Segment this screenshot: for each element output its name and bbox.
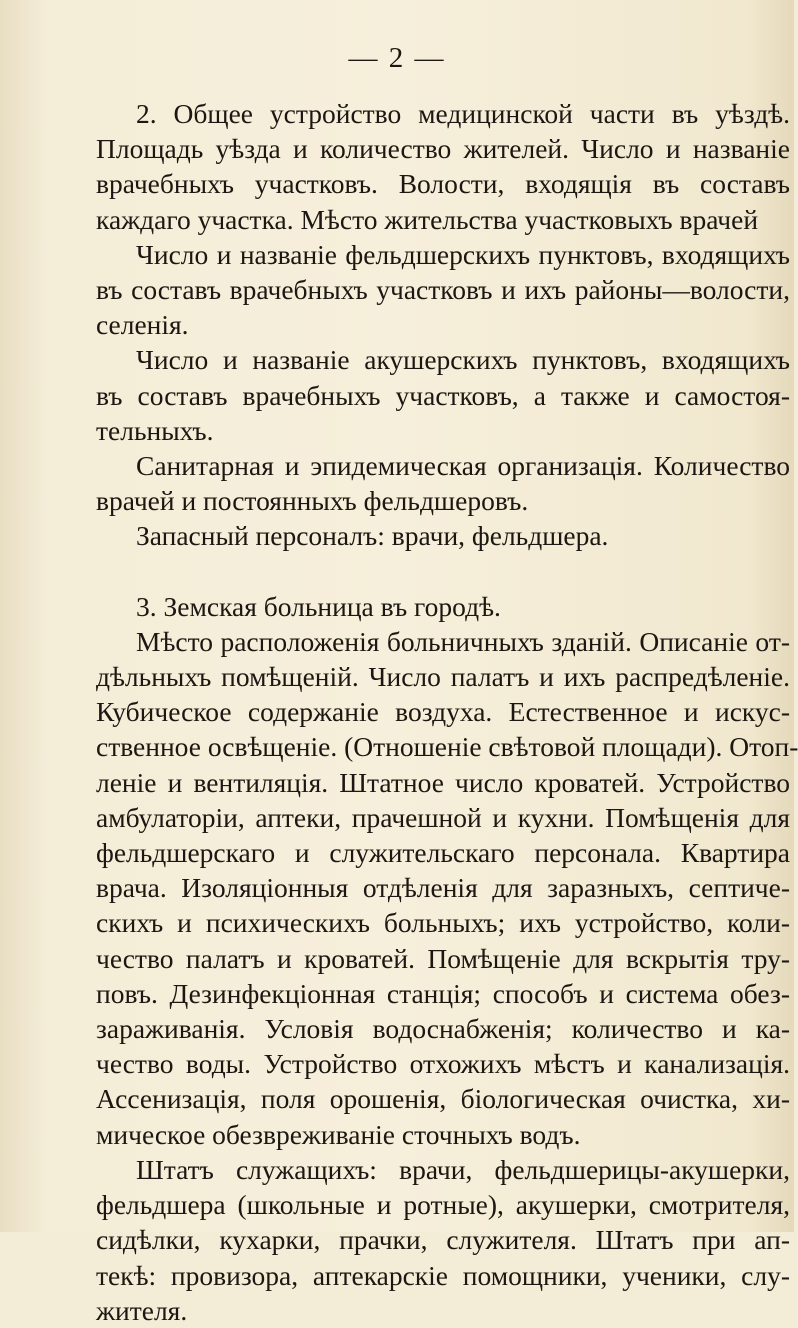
text-line: скихъ и психическихъ больныхъ; ихъ устройство, коли- [96, 907, 790, 939]
text-line: сидѣлки, кухарки, прачки, служителя. Штатъ при ап- [96, 1224, 790, 1256]
text-line: 2. Общее устройство медицинской части въ уѣздѣ. [136, 98, 790, 129]
text-line: чество палатъ и кроватей. Помѣщеніе для вскрытія тру- [96, 942, 790, 974]
paragraph [96, 96, 790, 237]
text-line: жителя. [96, 1294, 188, 1326]
text-line: Ассенизація, поля орошенія, біологическая очистка, хи- [96, 1083, 790, 1115]
text-line: каждаго участка. Мѣсто жительства участковыхъ врачей [96, 203, 759, 235]
text-line: Запасный персоналъ: врачи, фельдшера. [136, 520, 609, 552]
text-line: зараживанія. Условія водоснабженія; количество и ка- [96, 1013, 790, 1045]
text-line: леніе и вентиляція. Штатное число кроватей. Устройство [96, 766, 790, 798]
text-line: врача. Изоляціонныя отдѣленія для заразныхъ, септиче- [96, 872, 790, 904]
text-line: ственное освѣщеніе. (Отношеніе свѣтовой площади). Отоп- [96, 731, 798, 763]
text-line: Санитарная и эпидемическая организація. Количество [136, 450, 790, 482]
text-line: врачебныхъ участковъ. Волости, входящія въ составъ [96, 168, 790, 200]
text-line: селенія. [96, 309, 189, 341]
text-line: чество воды. Устройство отхожихъ мѣстъ и канализація. [96, 1048, 790, 1080]
text-line: Площадь уѣзда и количество жителей. Число и названіе [96, 133, 790, 165]
paragraph [96, 589, 790, 624]
document-body [96, 96, 798, 1328]
text-line: врачей и постоянныхъ фельдшеровъ. [96, 485, 529, 517]
page-number: — 2 — [348, 42, 446, 74]
text-line: амбулаторіи, аптеки, прачешной и кухни. Помѣщенія для [96, 801, 790, 833]
text-line: дѣльныхъ помѣщеній. Число палатъ и ихъ распредѣленіе. [96, 661, 790, 693]
text-line: Кубическое содержаніе воздуха. Естественное и искус- [96, 696, 790, 728]
text-line: Мѣсто расположенія больничныхъ зданій. Описаніе от- [136, 625, 790, 657]
text-line: въ составъ врачебныхъ участковъ и ихъ районы—волости, [96, 274, 790, 306]
text-line: повъ. Дезинфекціонная станція; способъ и система обез- [96, 977, 790, 1009]
paragraph [96, 624, 798, 1152]
text-line: фельдшера (школьные и ротные), акушерки, смотрителя, [96, 1189, 790, 1221]
text-line: тельныхъ. [96, 414, 214, 446]
text-line: Штатъ служащихъ: врачи, фельдшерицы-акушерки, [136, 1153, 790, 1185]
paragraph [96, 342, 790, 448]
section-1 [96, 96, 790, 554]
text-line: 3. Земская больница въ городѣ. [136, 590, 501, 622]
section-gap [96, 554, 790, 589]
paragraph [96, 1152, 790, 1328]
paragraph [96, 448, 790, 518]
text-line: фельдшерскаго и служительскаго персонала. Квартира [96, 837, 790, 869]
paragraph [96, 518, 790, 553]
text-line: въ составъ врачебныхъ участковъ, а также и самостоя- [96, 379, 790, 411]
text-line: Число и названіе акушерскихъ пунктовъ, входящихъ [136, 344, 790, 376]
paragraph [96, 237, 790, 343]
text-line: Число и названіе фельдшерскихъ пунктовъ, входящихъ [136, 238, 790, 270]
section-2 [96, 589, 798, 1328]
text-line: мическое обезвреживаніе сточныхъ водъ. [96, 1118, 581, 1150]
text-line: текѣ: провизора, аптекарскіе помощники, ученики, слу- [96, 1259, 790, 1291]
